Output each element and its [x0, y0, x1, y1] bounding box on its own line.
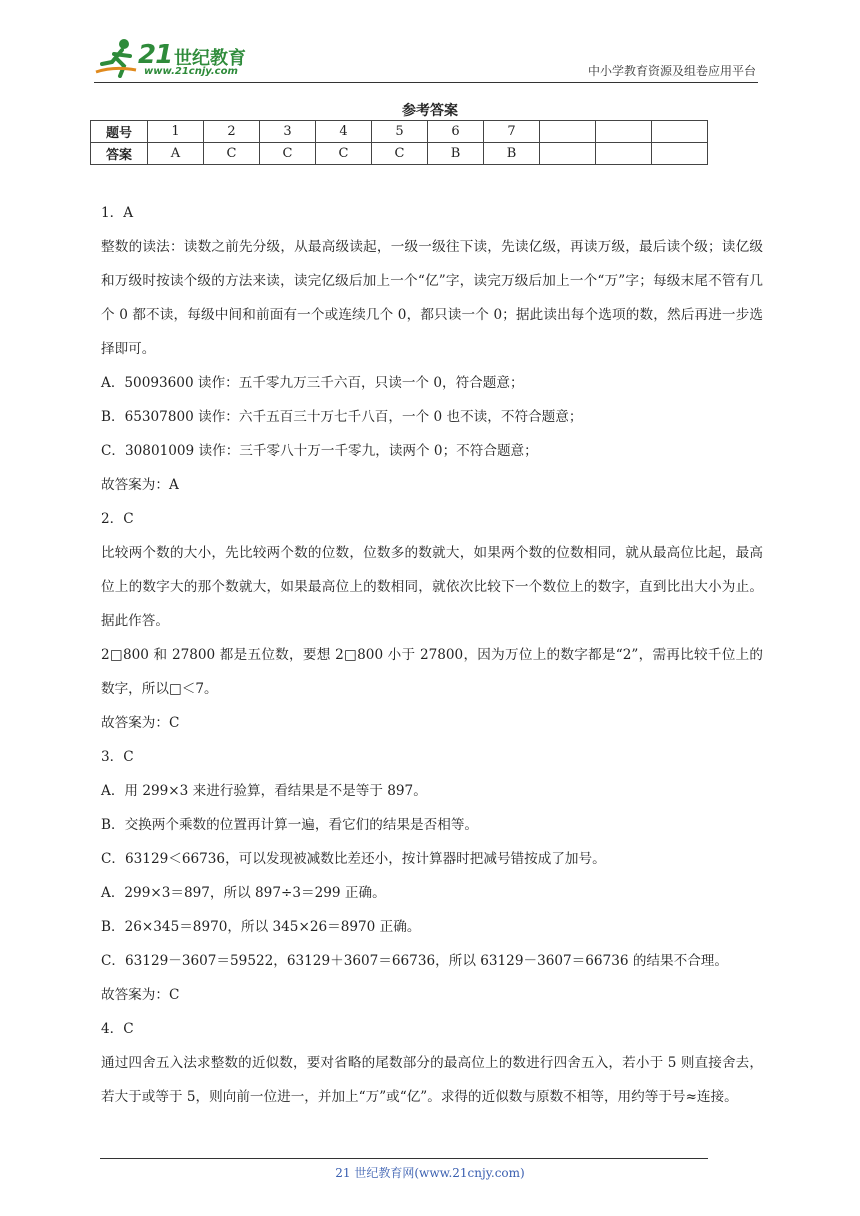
paragraph: 故答案为：C	[101, 987, 180, 1003]
paragraph: B．26×345＝8970，所以 345×26＝8970 正确。	[101, 919, 421, 935]
paragraph: 2□800 和 27800 都是五位数，要想 2□800 小于 27800，因为万位上的数字都是“2”，需再比较千位上的数字，所以□＜7。	[101, 647, 763, 697]
runner-icon	[94, 36, 138, 78]
page-title: 参考答案	[402, 103, 458, 119]
paragraph: A．299×3＝897，所以 897÷3＝299 正确。	[101, 885, 386, 901]
paragraph: 4．C	[101, 1021, 134, 1037]
table-cell: 5	[372, 121, 428, 143]
paragraph: 故答案为：C	[101, 715, 180, 731]
page-header	[94, 32, 758, 83]
table-cell: 6	[428, 121, 484, 143]
answer-row	[91, 143, 708, 165]
table-cell	[540, 121, 596, 143]
footer-divider	[100, 1158, 708, 1159]
solution-body	[101, 196, 763, 1114]
answer-table	[90, 120, 708, 165]
row-label: 答案	[91, 143, 148, 165]
site-logo[interactable]	[94, 36, 264, 78]
table-cell	[652, 143, 708, 165]
table-cell: 1	[148, 121, 204, 143]
table-cell: 3	[260, 121, 316, 143]
paragraph: A．50093600 读作：五千零九万三千六百，只读一个 0，符合题意；	[101, 375, 524, 391]
table-cell: 7	[484, 121, 540, 143]
table-cell	[540, 143, 596, 165]
header-platform-name: 中小学教育资源及组卷应用平台	[587, 64, 756, 78]
paragraph: A．用 299×3 来进行验算，看结果是不是等于 897。	[101, 783, 427, 799]
table-cell: C	[372, 143, 428, 165]
paragraph: B．交换两个乘数的位置再计算一遍，看它们的结果是否相等。	[101, 817, 479, 833]
logo-url: www.21cnjy.com	[144, 66, 238, 77]
table-cell: B	[428, 143, 484, 165]
paragraph: 1．A	[101, 205, 134, 221]
table-cell: C	[260, 143, 316, 165]
paragraph: C．63129＜66736，可以发现被减数比差还小，按计算器时把减号错按成了加号。	[101, 851, 606, 867]
table-cell: C	[204, 143, 260, 165]
paragraph: 2．C	[101, 511, 134, 527]
table-cell: A	[148, 143, 204, 165]
paragraph: 整数的读法：读数之前先分级，从最高级读起，一级一级往下读，先读亿级，再读万级，最后读个级；读亿级和万级时按读个级的方法来读，读完亿级后加上一个“亿”字，读完万级后加上一个“万”字；每级末尾不管有几个 0 都不读，每级中间和前面有一个或连续几个 0，都只读一个 0；据此读出每个选项的数，然后再进一步选择即可。	[101, 239, 763, 357]
paragraph: 故答案为：A	[101, 477, 179, 493]
table-cell: C	[316, 143, 372, 165]
table-cell	[652, 121, 708, 143]
logo-text: 世纪教育	[174, 48, 246, 69]
paragraph: C．63129－3607＝59522，63129＋3607＝66736，所以 63129－3607＝66736 的结果不合理。	[101, 953, 728, 969]
row-label: 题号	[91, 121, 148, 143]
table-cell	[596, 143, 652, 165]
table-cell	[596, 121, 652, 143]
paragraph: B．65307800 读作：六千五百三十万七千八百，一个 0 也不读，不符合题意；	[101, 409, 583, 425]
paragraph: 通过四舍五入法求整数的近似数，要对省略的尾数部分的最高位上的数进行四舍五入，若小于 5 则直接舍去，若大于或等于 5，则向前一位进一，并加上“万”或“亿”。求得的近似数与原数不相等，用约等于号≈连接。	[101, 1055, 763, 1105]
logo-number: 21	[138, 40, 173, 70]
table-cell: 4	[316, 121, 372, 143]
number-row	[91, 121, 708, 143]
paragraph: C．30801009 读作：三千零八十万一千零九，读两个 0；不符合题意；	[101, 443, 538, 459]
paragraph: 比较两个数的大小，先比较两个数的位数，位数多的数就大，如果两个数的位数相同，就从最高位比起，最高位上的数字大的那个数就大，如果最高位上的数相同，就依次比较下一个数位上的数字，直到比出大小为止。据此作答。	[101, 545, 763, 629]
table-cell: B	[484, 143, 540, 165]
footer-link[interactable]: 21 世纪教育网(www.21cnjy.com)	[335, 1166, 525, 1180]
table-cell: 2	[204, 121, 260, 143]
paragraph: 3．C	[101, 749, 134, 765]
